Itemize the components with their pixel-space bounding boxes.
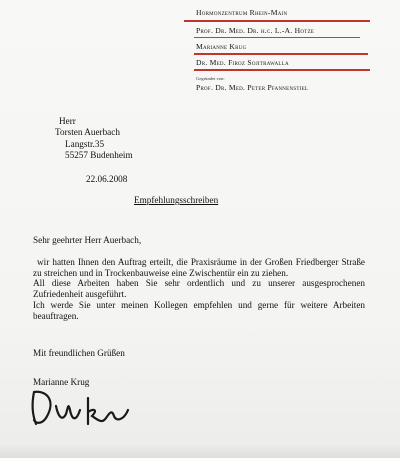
paper-shadow [0,444,400,458]
signer-name: Marianne Krug [33,377,90,387]
letterhead-org: Hormonzentrum Rhein-Main [196,8,288,17]
letterhead-doctor-3: Dr. Med. Firoz Sojitrawalla [196,58,289,67]
founded-label: Gegründet von: [196,76,225,81]
body-paragraph-1: wir hatten Ihnen den Auftrag erteilt, die Praxisräume in der Großen Friedberger Straße zu streichen und in Trockenbauweise eine Zwischentür ein zu ziehen. [33,257,365,278]
letter-body [33,257,365,321]
letterhead-rule [184,20,370,22]
letterhead-rule [194,53,368,55]
letterhead-rule [194,69,370,71]
recipient-address [55,116,133,162]
letterhead-founder: Prof. Dr. Med. Peter Pfannenstiel [196,83,309,92]
body-paragraph-2: All diese Arbeiten haben Sie sehr ordentlich und zu unserer ausgesprochenen Zufriedenheit ausgeführt. [33,278,365,300]
letterhead-doctor-2: Marianne Krug [196,42,247,51]
recipient-title: Herr [59,116,76,126]
letter-salutation: Sehr geehrter Herr Auerbach, [33,235,142,245]
letter-date: 22.06.2008 [86,174,128,184]
recipient-street: Langstr.35 [65,138,105,149]
letter-closing: Mit freundlichen Grüßen [33,348,125,358]
recipient-name: Torsten Auerbach [55,127,120,138]
letter-subject: Empfehlungsschreiben [134,195,219,205]
letterhead-doctor-1: Prof. Dr. Med. Dr. h.c. L.-A. Hotze [196,26,315,35]
recipient-city: 55257 Budenheim [65,150,133,161]
body-paragraph-3: Ich werde Sie unter meinen Kollegen empfehlen und gerne für weitere Arbeiten beauftragen. [33,299,365,321]
handwritten-signature [28,380,138,430]
letterhead-divider [194,37,360,38]
